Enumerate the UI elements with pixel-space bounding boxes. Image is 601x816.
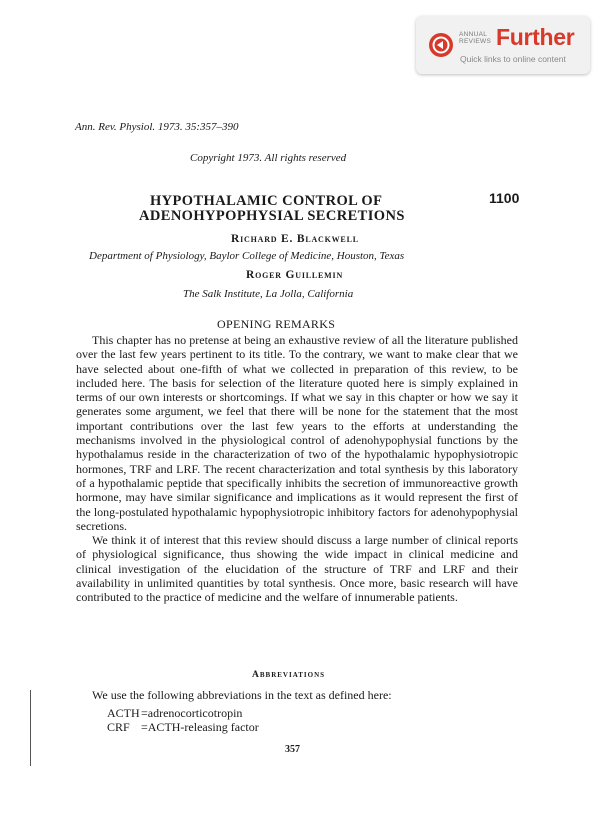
- article-title-line1: HYPOTHALAMIC CONTROL OF: [150, 193, 383, 209]
- author-name: Roger Guillemin: [246, 269, 344, 281]
- play-arrow-icon: [428, 32, 454, 58]
- abbreviation-term: CRF: [107, 720, 130, 734]
- section-body: [76, 333, 518, 605]
- abbreviation-term: ACTH: [107, 706, 140, 720]
- margin-rule: [30, 690, 31, 766]
- page-number: 357: [285, 744, 300, 755]
- journal-citation: Ann. Rev. Physiol. 1973. 35:357–390: [75, 121, 239, 133]
- article-title-line2: ADENOHYPOPHYSIAL SECRETIONS: [139, 208, 405, 224]
- badge-subtitle: Quick links to online content: [460, 54, 566, 64]
- abbreviation-item: [107, 720, 259, 734]
- copyright-notice: Copyright 1973. All rights reserved: [190, 152, 347, 164]
- article-code: 1100: [489, 190, 520, 206]
- section-heading: OPENING REMARKS: [217, 317, 336, 331]
- abbreviations-intro: We use the following abbreviations in the text as defined here:: [92, 688, 392, 702]
- abbreviation-item: [107, 706, 259, 720]
- author-affiliation: Department of Physiology, Baylor College of Medicine, Houston, Texas: [89, 250, 405, 262]
- badge-publisher: ANNUAL REVIEWS: [459, 31, 492, 45]
- abbreviation-definition: =ACTH-releasing factor: [141, 720, 259, 734]
- abbreviations-list: [107, 706, 259, 734]
- author-name: Richard E. Blackwell: [231, 233, 359, 245]
- abbreviation-definition: =adrenocorticotropin: [141, 706, 243, 720]
- abbreviations-heading: Abbreviations: [252, 670, 326, 680]
- author-affiliation: The Salk Institute, La Jolla, California: [183, 288, 354, 300]
- paragraph: This chapter has no pretense at being an exhaustive review of all the literature published over the last few years pertinent to its title. To the contrary, we want to make clear that we have selected about one-fifth of what we collected in preparation of this review, to be included here. The basis for selection of the literature quoted here is simply explained in terms of our own interests or shortcomings. If what we say in this chapter or how we say it generates some argument, we feel that there will be none for the statement that the most important contributions over the last few years to the efforts at understanding the mechanisms involved in the physiological control of adenohypophysial functions by the hypothalamus reside in the characterization of two of the hypothalamic hypophysiotropic hormones, TRF and LRF. The recent characterization and total synthesis by this laboratory of a hypothalamic peptide that specifically inhibits the secretion of immunoreactive growth hormone, may have similar significance and implications as it would represent the first of the long-postulated hypothalamic hypophysiotropic inhibitory factors for adenohypophysial secretions.: [76, 333, 518, 533]
- badge-title: Further: [496, 24, 575, 50]
- paragraph: We think it of interest that this review should discuss a large number of clinical reports of physiological significance, thus showing the wide impact in clinical medicine and clinical investigation of the elucidation of the structure of TRF and LRF and their availability in unlimited quantities by total synthesis. Once more, basic research will have contributed to the practice of medicine and the welfare of innumerable patients.: [76, 533, 518, 605]
- further-badge[interactable]: [416, 16, 590, 74]
